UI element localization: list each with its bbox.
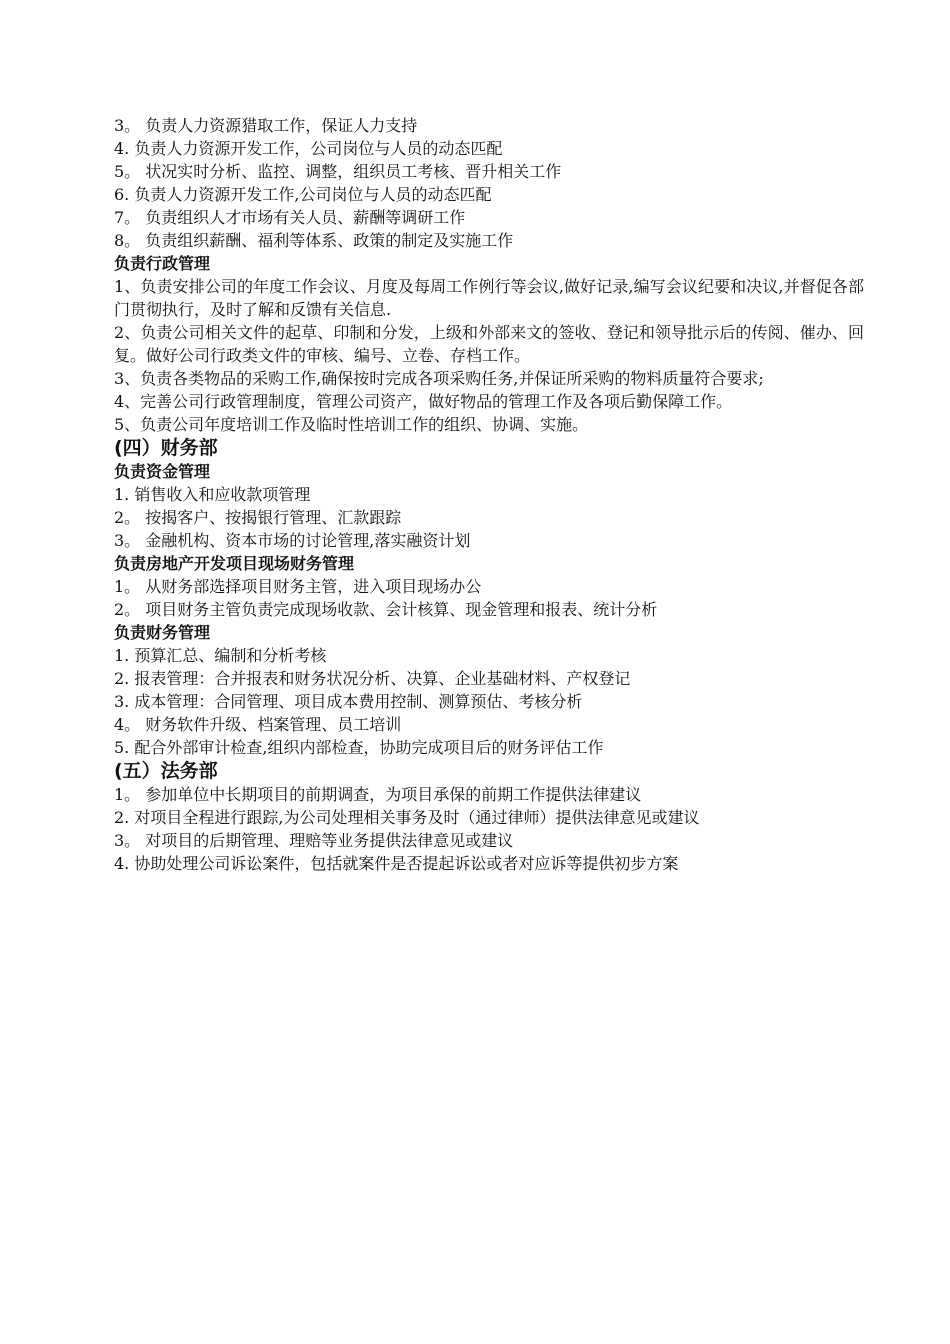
mgmt-item-5: 5. 配合外部审计检查,组织内部检查，协助完成项目后的财务评估工作: [114, 738, 604, 757]
admin-item-4: 4、完善公司行政管理制度，管理公司资产，做好物品的管理工作及各项后勤保障工作。: [114, 392, 733, 411]
hr-item-7: 7。 负责组织人才市场有关人员、薪酬等调研工作: [114, 208, 466, 227]
mgmt-item-1: 1. 预算汇总、编制和分析考核: [114, 646, 327, 665]
legal-item-1: 1。 参加单位中长期项目的前期调查，为项目承保的前期工作提供法律建议: [114, 785, 642, 804]
admin-item-1: 1、负责安排公司的年度工作会议、月度及每周工作例行等会议,做好记录,编写会议纪要和决议,并督促各部门贯彻执行，及时了解和反馈有关信息.: [114, 277, 864, 319]
legal-item-3: 3。 对项目的后期管理、理赔等业务提供法律意见或建议: [114, 831, 514, 850]
site-item-2: 2。 项目财务主管负责完成现场收款、会计核算、现金管理和报表、统计分析: [114, 600, 658, 619]
admin-item-3: 3、负责各类物品的采购工作,确保按时完成各项采购任务,并保证所采购的物料质量符合要求;: [114, 369, 764, 388]
legal-item-4: 4. 协助处理公司诉讼案件，包括就案件是否提起诉讼或者对应诉等提供初步方案: [114, 854, 679, 873]
mgmt-item-2: 2. 报表管理：合并报表和财务状况分析、决算、企业基础材料、产权登记: [114, 669, 631, 688]
hr-item-5: 5。 状况实时分析、监控、调整，组织员工考核、晋升相关工作: [114, 162, 562, 181]
legal-section-title: (五）法务部: [114, 760, 218, 782]
admin-item-5: 5、负责公司年度培训工作及临时性培训工作的组织、协调、实施。: [114, 415, 589, 434]
funds-item-3: 3。 金融机构、资本市场的讨论管理,落实融资计划: [114, 531, 471, 550]
funds-item-2: 2。 按揭客户、按揭银行管理、汇款跟踪: [114, 508, 402, 527]
legal-item-2: 2. 对项目全程进行跟踪,为公司处理相关事务及时（通过律师）提供法律意见或建议: [114, 808, 700, 827]
hr-item-4: 4. 负责人力资源开发工作，公司岗位与人员的动态匹配: [114, 139, 503, 158]
funds-heading: 负责资金管理: [114, 462, 211, 481]
mgmt-item-3: 3. 成本管理：合同管理、项目成本费用控制、测算预估、考核分析: [114, 692, 583, 711]
mgmt-item-4: 4。 财务软件升级、档案管理、员工培训: [114, 715, 402, 734]
admin-heading: 负责行政管理: [114, 254, 211, 273]
finance-section-title: (四）财务部: [114, 437, 218, 459]
hr-item-8: 8。 负责组织薪酬、福利等体系、政策的制定及实施工作: [114, 231, 514, 250]
site-item-1: 1。 从财务部选择项目财务主管，进入项目现场办公: [114, 577, 482, 596]
hr-item-6: 6. 负责人力资源开发工作,公司岗位与人员的动态匹配: [114, 185, 492, 204]
site-finance-heading: 负责房地产开发项目现场财务管理: [114, 554, 355, 573]
document-page: [114, 114, 864, 875]
admin-item-2: 2、负责公司相关文件的起草、印制和分发，上级和外部来文的签收、登记和领导批示后的传阅、催办、回复。做好公司行政类文件的审核、编号、立卷、存档工作。: [114, 323, 864, 365]
funds-item-1: 1. 销售收入和应收款项管理: [114, 485, 311, 504]
finance-mgmt-heading: 负责财务管理: [114, 623, 211, 642]
hr-item-3: 3。 负责人力资源猎取工作，保证人力支持: [114, 116, 418, 135]
